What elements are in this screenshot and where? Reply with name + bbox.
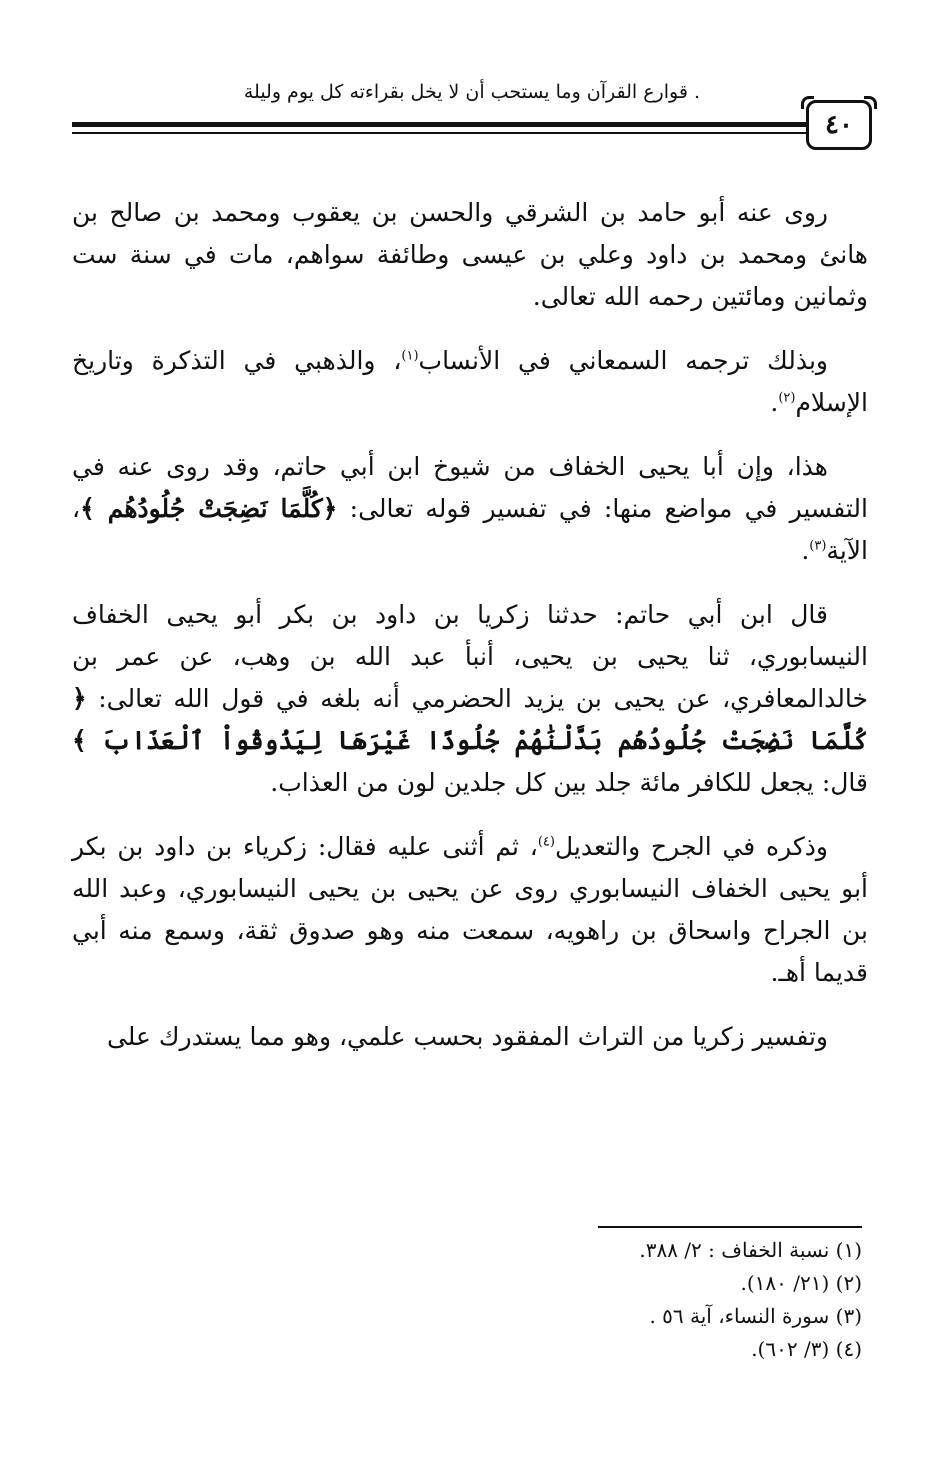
footnote-ref-3: (٣) — [809, 538, 827, 554]
footnote-ref-2: (٢) — [778, 390, 796, 406]
paragraph-2 — [72, 340, 868, 424]
page-number-box — [806, 100, 872, 150]
paragraph-4-text-a: قال ابن أبي حاتم: حدثنا زكريا بن داود بن بكر أبو يحيى الخفاف النيسابوري، ثنا يحيى بن يحيى، أنبأ عبد الله بن وهب، عن عمر بن خالدالمعافري، عن يحيى بن يزيد الحضرمي أنه بلغه في قول الله تعالى: — [72, 600, 868, 713]
running-header-title: . قوارع القرآن وما يستحب أن لا يخل بقراءته كل يوم وليلة — [243, 81, 700, 103]
quran-verse-1: ﴿كُلَّمَا نَضِجَتْ جُلُودُهُم ﴾ — [80, 494, 338, 523]
paragraph-3-text-c: . — [801, 536, 810, 565]
header-rule-thick — [72, 122, 810, 127]
main-text — [72, 192, 868, 1080]
footnotes — [462, 1234, 862, 1366]
paragraph-3-text-b: ، الآية — [72, 494, 868, 565]
page-number: ٤٠ — [825, 110, 853, 140]
paragraph-1 — [72, 192, 868, 318]
paragraph-5 — [72, 826, 868, 994]
paragraph-5-text-a: وذكره في الجرح والتعديل — [554, 832, 828, 861]
paragraph-6-text: وتفسير زكريا من التراث المفقود بحسب علمي، وهو مما يستدرك على — [106, 1022, 828, 1051]
footnote-4: (٤) (٣/ ٦٠٢). — [751, 1337, 862, 1361]
paragraph-5-text-b: ، ثم أثنى عليه فقال: زكرياء بن داود بن بكر أبو يحيى الخفاف النيسابوري روى عن يحيى بن يحيى النيسابوري، وعبد الله بن الجراح واسحاق بن راهويه، سمعت منه وهو صدوق ثقة، وسمع منه أبي قديما أهـ. — [72, 832, 868, 987]
footnote-separator — [598, 1226, 862, 1228]
paragraph-4 — [72, 594, 868, 804]
footnote-1: (١) نسبة الخفاف : ٢/ ٣٨٨. — [639, 1238, 862, 1262]
quran-verse-2: ﴿ كُلَّمَا نَضِجَتْ جُلُودُهُم بَدَّلْنَٰهُمْ جُلُودًا غَيْرَهَا لِيَذُوقُواْ ٱلْعَذَابَ ﴾ — [72, 684, 868, 755]
paragraph-6 — [72, 1016, 868, 1058]
paragraph-2-text-c: . — [770, 388, 779, 417]
paragraph-1-text: روى عنه أبو حامد بن الشرقي والحسن بن يعقوب ومحمد بن صالح بن هانئ ومحمد بن داود وعلي بن عيسى وطائفة سواهم، مات في سنة ست وثمانين ومائتين رحمه الله تعالى. — [72, 198, 868, 311]
footnote-ref-4: (٤) — [537, 834, 555, 850]
header-rule-thin — [72, 132, 810, 134]
paragraph-3 — [72, 446, 868, 572]
paragraph-4-text-b: قال: يجعل للكافر مائة جلد بين كل جلدين لون من العذاب. — [270, 768, 868, 797]
footnote-2: (٢) (٢١/ ١٨٠). — [740, 1271, 862, 1295]
paragraph-2-text-b: ، والذهبي في التذكرة وتاريخ الإسلام — [72, 346, 868, 417]
footnote-ref-1: (١) — [401, 348, 419, 364]
footnote-3: (٣) سورة النساء، آية ٥٦ . — [649, 1304, 862, 1328]
paragraph-2-text-a: وبذلك ترجمه السمعاني في الأنساب — [418, 346, 828, 375]
paragraph-3-text-a: هذا، وإن أبا يحيى الخفاف من شيوخ ابن أبي حاتم، وقد روى عنه في التفسير في مواضع منها: في تفسير قوله تعالى: — [72, 452, 868, 523]
